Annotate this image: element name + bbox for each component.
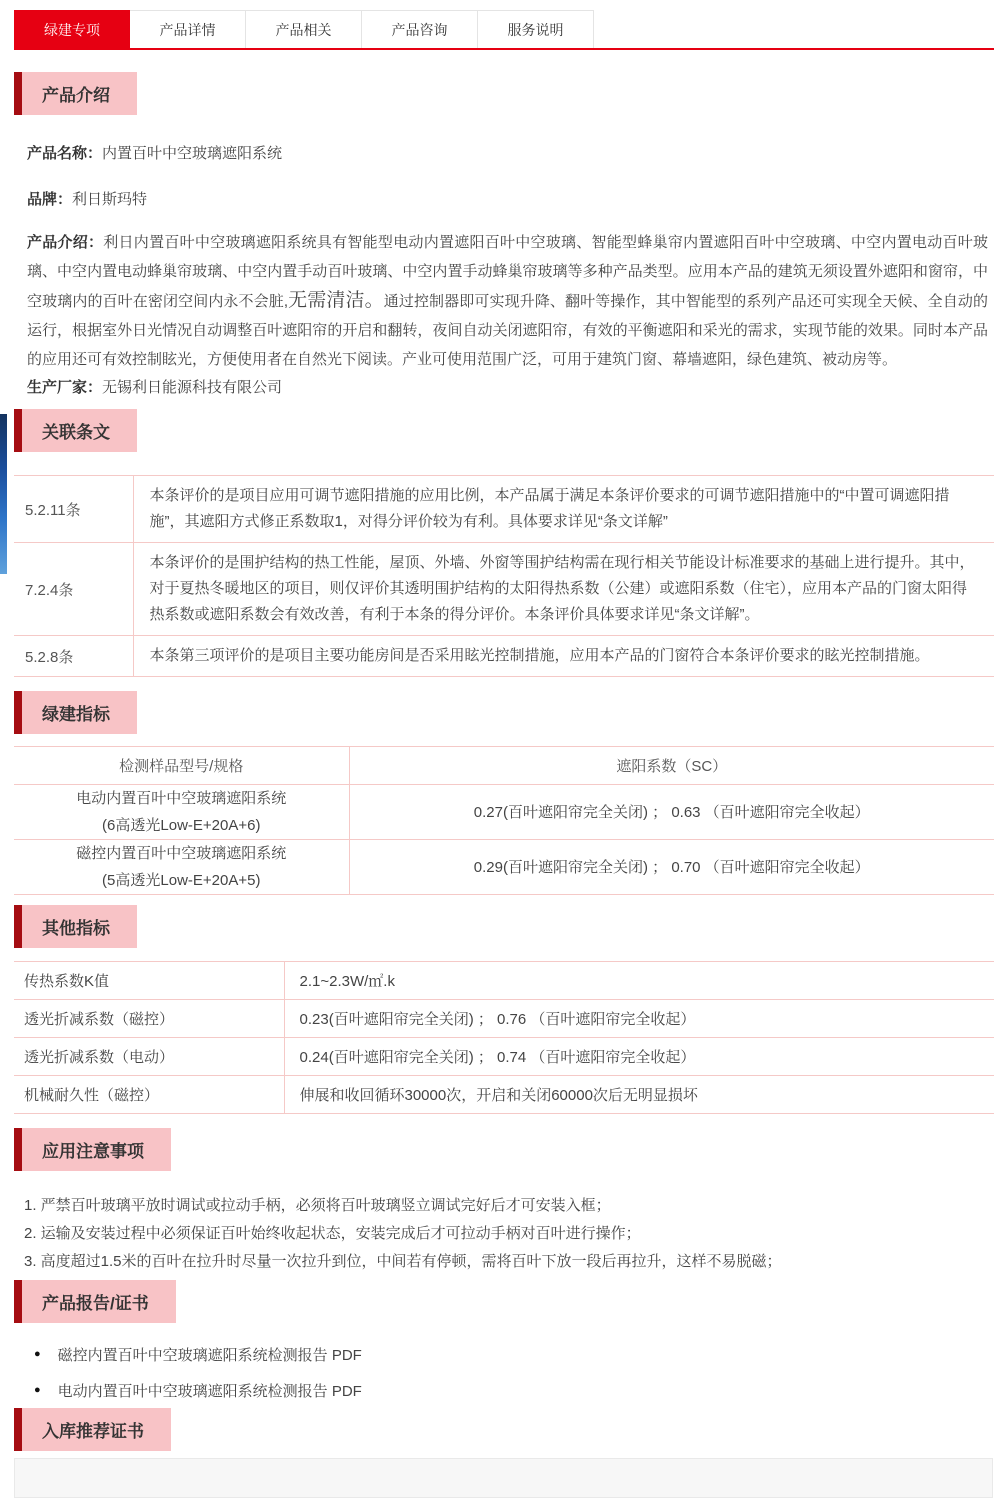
section-title-reports: 产品报告/证书 — [42, 1294, 149, 1313]
metric-value-cell: 伸展和收回循环30000次，开启和关闭60000次后无明显损坏 — [284, 1076, 994, 1114]
section-header-clauses — [14, 409, 137, 452]
section-header-notes — [14, 1128, 171, 1171]
section-header-green-metrics — [14, 691, 137, 734]
manufacturer-value: 无锡利日能源科技有限公司 — [102, 379, 283, 396]
brand-value: 利日斯玛特 — [72, 191, 148, 208]
clause-code-cell: 5.2.8条 — [14, 636, 133, 677]
metric-name-cell: 透光折减系数（电动） — [14, 1038, 284, 1076]
report-link-magnetic[interactable] — [34, 1340, 1008, 1368]
report-label: 电动内置百叶中空玻璃遮阳系统检测报告 PDF — [57, 1382, 362, 1400]
brand-label: 品牌： — [27, 191, 73, 208]
description-text-1: 利日内置百叶中空玻璃遮阳系统具有智能型电动内置遮阳百叶中空玻璃、智能型蜂巢帘内置遮阳百叶中空玻璃、中空内置电动百叶玻璃、中空内置电动蜂巢帘玻璃、中空内置手动百叶玻璃、中空内置手动蜂巢帘玻璃等多种产品类型。应用本产品的建筑无须设置外遮阳和窗帘，中空玻璃内的百叶在密闭空间内永不会脏, — [27, 234, 988, 310]
column-header-model: 检测样品型号/规格 — [14, 747, 349, 785]
table-row — [14, 1076, 994, 1114]
product-name-row — [27, 142, 981, 163]
background-strip — [0, 414, 7, 574]
metric-value-cell: 0.23(百叶遮阳帘完全关闭) ； 0.76 （百叶遮阳帘完全收起） — [284, 1000, 994, 1038]
other-metrics-table — [14, 961, 994, 1114]
metric-name-cell: 传热系数K值 — [14, 962, 284, 1000]
table-row — [14, 1000, 994, 1038]
table-row — [14, 785, 994, 840]
model-name: 电动内置百叶中空玻璃遮阳系统 — [76, 790, 287, 807]
tab-product-related[interactable]: 产品相关 — [246, 10, 362, 48]
report-label: 磁控内置百叶中空玻璃遮阳系统检测报告 PDF — [57, 1346, 362, 1364]
table-row — [14, 636, 994, 677]
section-title-notes: 应用注意事项 — [42, 1142, 144, 1161]
sc-value-cell: 0.27(百叶遮阳帘完全关闭) ； 0.63 （百叶遮阳帘完全收起） — [349, 785, 994, 840]
manufacturer-row — [27, 376, 981, 397]
section-accent-bar — [14, 691, 22, 734]
brand-row — [27, 188, 981, 209]
tab-product-inquiry[interactable]: 产品咨询 — [362, 10, 478, 48]
product-name-value: 内置百叶中空玻璃遮阳系统 — [102, 145, 283, 162]
model-spec: (5高透光Low-E+20A+5) — [102, 872, 261, 889]
bullet-icon: ● — [34, 1384, 41, 1396]
section-accent-bar — [14, 1408, 22, 1451]
footer-panel — [14, 1458, 993, 1498]
section-accent-bar — [14, 409, 22, 452]
section-header-certificate — [14, 1408, 171, 1451]
clause-code-cell: 5.2.11条 — [14, 476, 133, 543]
description-label: 产品介绍： — [27, 234, 104, 251]
product-name-label: 产品名称： — [27, 145, 103, 162]
table-row — [14, 840, 994, 895]
model-cell — [14, 840, 349, 895]
description-highlight: 无需清洁。 — [288, 290, 384, 311]
section-header-other-metrics — [14, 905, 137, 948]
section-header-reports — [14, 1280, 176, 1323]
bullet-icon: ● — [34, 1348, 41, 1360]
model-cell — [14, 785, 349, 840]
report-link-electric[interactable] — [34, 1376, 1008, 1404]
description-text-2: 通过控制器即可实现升降、翻叶等操作，其中智能型的系列产品还可实现全天候、全自动的运行，根据室外日光情况自动调整百叶遮阳帘的开启和翻转，夜间自动关闭遮阳帘，有效的平衡遮阳和采光的需求，实现节能的效果。同时本产品的应用还可有效控制眩光，方便使用者在自然光下阅读。产业可使用范围广泛，可用于建筑门窗、幕墙遮阳，绿色建筑、被动房等。 — [27, 293, 988, 368]
section-header-intro — [14, 72, 137, 115]
table-row — [14, 1038, 994, 1076]
model-spec: (6高透光Low-E+20A+6) — [102, 817, 261, 834]
column-header-sc: 遮阳系数（SC） — [349, 747, 994, 785]
list-item: 1. 严禁百叶玻璃平放时调试或拉动手柄，必须将百叶玻璃竖立调试完好后才可安装入框； — [24, 1197, 611, 1214]
section-title-certificate: 入库推荐证书 — [42, 1422, 144, 1441]
clause-desc-cell: 本条评价的是围护结构的热工性能，屋顶、外墙、外窗等围护结构需在现行相关节能设计标准要求的基础上进行提升。其中，对于夏热冬暖地区的项目，则仅评价其透明围护结构的太阳得热系数（公建）或遮阳系数（住宅），应用本产品的门窗太阳得热系数或遮阳系数会有效改善，有利于本条的得分评价。本条评价具体要求详见“条文详解”。 — [133, 543, 994, 636]
section-title-other-metrics: 其他指标 — [42, 919, 110, 938]
tab-green-special[interactable]: 绿建专项 — [14, 10, 130, 48]
manufacturer-label: 生产厂家： — [27, 379, 103, 396]
sc-value-cell: 0.29(百叶遮阳帘完全关闭) ； 0.70 （百叶遮阳帘完全收起） — [349, 840, 994, 895]
table-row — [14, 543, 994, 636]
section-title-clauses: 关联条文 — [42, 423, 110, 442]
metric-name-cell: 机械耐久性（磁控） — [14, 1076, 284, 1114]
metric-name-cell: 透光折减系数（磁控） — [14, 1000, 284, 1038]
section-accent-bar — [14, 1280, 22, 1323]
clause-desc-cell: 本条第三项评价的是项目主要功能房间是否采用眩光控制措施，应用本产品的门窗符合本条评价要求的眩光控制措施。 — [133, 636, 994, 677]
list-item: 2. 运输及安装过程中必须保证百叶始终收起状态，安装完成后才可拉动手柄对百叶进行操作； — [24, 1225, 641, 1242]
page-root — [0, 10, 1008, 1493]
section-accent-bar — [14, 72, 22, 115]
metric-value-cell: 0.24(百叶遮阳帘完全关闭) ； 0.74 （百叶遮阳帘完全收起） — [284, 1038, 994, 1076]
section-accent-bar — [14, 905, 22, 948]
clause-table — [14, 475, 994, 677]
clause-desc-cell: 本条评价的是项目应用可调节遮阳措施的应用比例，本产品属于满足本条评价要求的可调节遮阳措施中的“中置可调遮阳措施”，其遮阳方式修正系数取1，对得分评价较为有利。具体要求详见“条文详解” — [133, 476, 994, 543]
table-header-row — [14, 747, 994, 785]
application-notes-list — [24, 1192, 988, 1276]
table-row — [14, 476, 994, 543]
model-name: 磁控内置百叶中空玻璃遮阳系统 — [76, 845, 287, 862]
section-title-green-metrics: 绿建指标 — [42, 705, 110, 724]
section-title-intro: 产品介绍 — [42, 86, 110, 105]
metric-value-cell: 2.1~2.3W/㎡.k — [284, 962, 994, 1000]
table-row — [14, 962, 994, 1000]
section-accent-bar — [14, 1128, 22, 1171]
clause-code-cell: 7.2.4条 — [14, 543, 133, 636]
list-item: 3. 高度超过1.5米的百叶在拉升时尽量一次拉升到位，中间若有停顿，需将百叶下放一段后再拉升，这样不易脱磁； — [24, 1253, 782, 1270]
tab-service-info[interactable]: 服务说明 — [478, 10, 594, 48]
tab-product-details[interactable]: 产品详情 — [130, 10, 246, 48]
tab-bar — [14, 10, 994, 50]
green-metrics-table — [14, 746, 994, 895]
product-description — [27, 228, 988, 374]
report-list — [34, 1340, 1008, 1404]
